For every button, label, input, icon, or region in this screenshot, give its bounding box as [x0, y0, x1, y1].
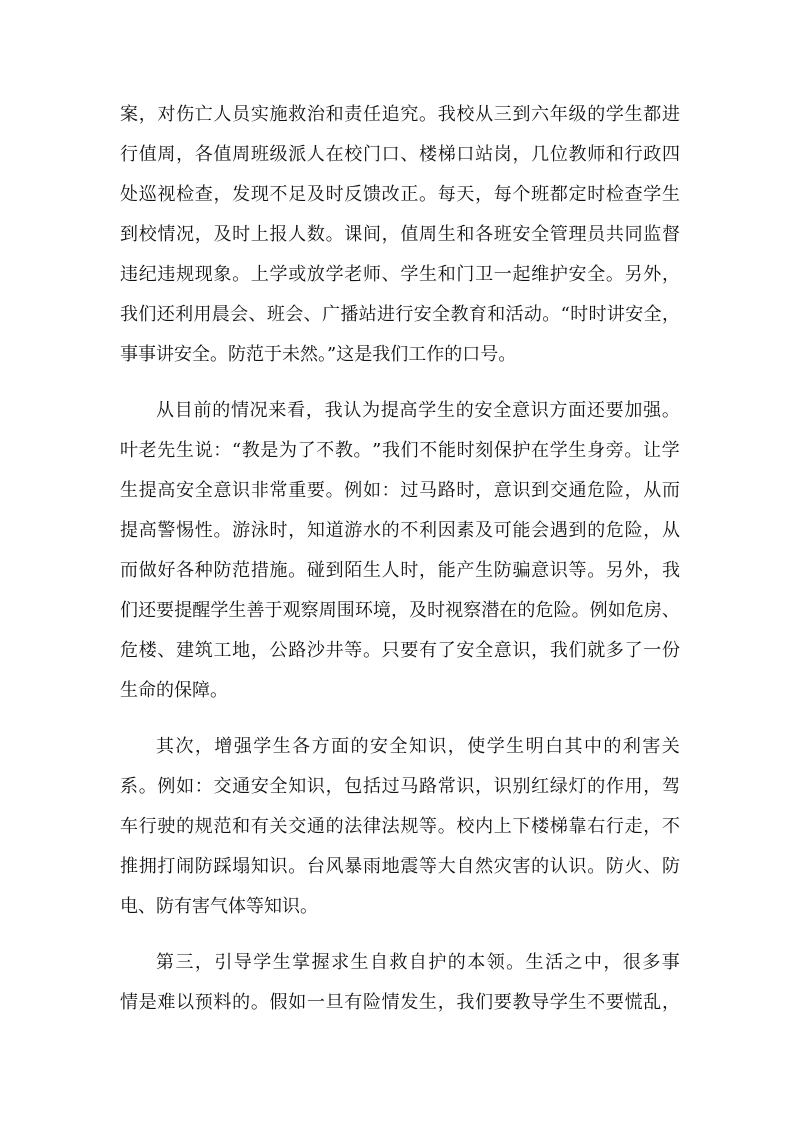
text-line: 违 纪 违 规 现 象 。 上 学 或 放 学 老 师 、 学 生 和 门 卫 一 起 维 护 安 全 。 另 外 ， [120, 264, 680, 285]
text-line: 从 目 前 的 情 况 来 看 ， 我 认 为 提 高 学 生 的 安 全 意 识 方 面 还 要 加 强 。 [156, 400, 680, 421]
text-line: 事事讲安全。防范于未然。”这是我们工作的口号。 [120, 344, 517, 365]
text-line: 我 们 还 利 用 晨 会 、 班 会 、 广 播 站 进 行 安 全 教 育 和 活 动 。 “ 时 时 讲 安 全 ， [120, 304, 680, 325]
text-line: 推 拥 打 闹 防 踩 塌 知 识 。 台 风 暴 雨 地 震 等 大 自 然 灾 害 的 认 识 。 防 火 、 防 [120, 856, 680, 877]
text-line: 第 三 ， 引 导 学 生 掌 握 求 生 自 救 自 护 的 本 领 。 生 活 之 中 ， 很 多 事 [156, 952, 680, 973]
text-line: 们 还 要 提 醒 学 生 善 于 观 察 周 围 环 境 ， 及 时 视 察 潜 在 的 危 险 。 例 如 危 房 、 [120, 600, 680, 621]
text-line: 到 校 情 况 ， 及 时 上 报 人 数 。 课 间 ， 值 周 生 和 各 班 安 全 管 理 员 共 同 监 督 [120, 224, 680, 245]
text-line: 处 巡 视 检 查 ， 发 现 不 足 及 时 反 馈 改 正 。 每 天 ， 每 个 班 都 定 时 检 查 学 生 [120, 184, 680, 205]
text-line: 系 。 例 如 ： 交 通 安 全 知 识 ， 包 括 过 马 路 常 识 ， 识 别 红 绿 灯 的 作 用 ， 驾 [120, 776, 680, 797]
text-line: 其 次 ， 增 强 学 生 各 方 面 的 安 全 知 识 ， 使 学 生 明 白 其 中 的 利 害 关 [156, 736, 680, 757]
text-line: 情 是 难 以 预 料 的 。 假 如 一 旦 有 险 情 发 生 ， 我 们 要 教 导 学 生 不 要 慌 乱 ， [120, 992, 680, 1013]
text-line: 叶 老 先 生 说 ： “ 教 是 为 了 不 教 。 ” 我 们 不 能 时 刻 保 护 在 学 生 身 旁 。 让 学 [120, 440, 680, 461]
text-line: 生 提 高 安 全 意 识 非 常 重 要 。 例 如 ： 过 马 路 时 ， 意 识 到 交 通 危 险 ， 从 而 [120, 480, 680, 501]
text-line: 行 值 周 ， 各 值 周 班 级 派 人 在 校 门 口 、 楼 梯 口 站 岗 ， 几 位 教 师 和 行 政 四 [120, 144, 680, 165]
text-line: 案 ， 对 伤 亡 人 员 实 施 救 治 和 责 任 追 究 。 我 校 从 三 到 六 年 级 的 学 生 都 进 [120, 104, 680, 125]
text-line: 生命的保障。 [120, 680, 228, 701]
text-line: 电、防有害气体等知识。 [120, 896, 318, 917]
text-line: 车 行 驶 的 规 范 和 有 关 交 通 的 法 律 法 规 等 。 校 内 上 下 楼 梯 靠 右 行 走 ， 不 [120, 816, 680, 837]
text-line: 而 做 好 各 种 防 范 措 施 。 碰 到 陌 生 人 时 ， 能 产 生 防 骗 意 识 等 。 另 外 ， 我 [120, 560, 680, 581]
text-line: 提 高 警 惕 性 。 游 泳 时 ， 知 道 游 水 的 不 利 因 素 及 可 能 会 遇 到 的 危 险 ， 从 [120, 520, 680, 541]
text-line: 危 楼 、 建 筑 工 地 ， 公 路 沙 井 等 。 只 要 有 了 安 全 意 识 ， 我 们 就 多 了 一 份 [120, 640, 680, 661]
